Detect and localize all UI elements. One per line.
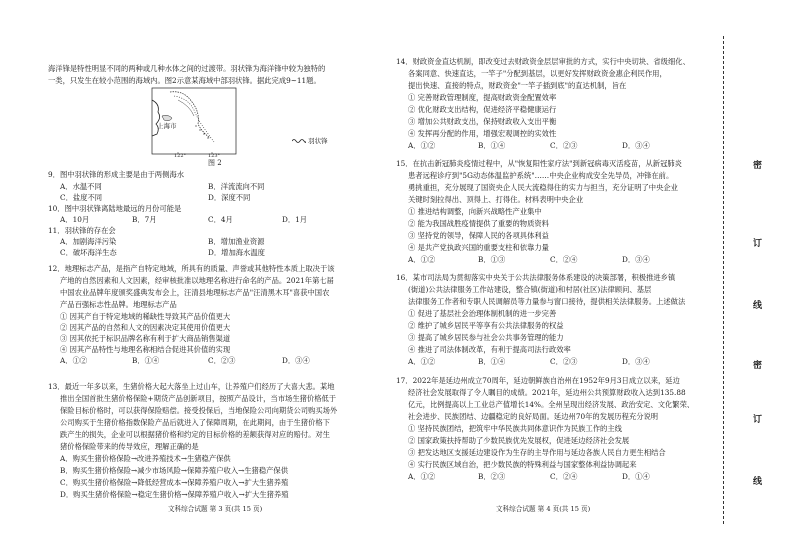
q16-option-d: D．③④	[622, 357, 650, 366]
q11-stem: 11．羽状锋的存在会	[48, 226, 116, 235]
q9-option-c: C．盐度不同	[60, 193, 103, 202]
q15-option-a: A．①②	[408, 255, 436, 264]
q12-line-4: 产品百强标志性品牌。地理标志产品	[60, 300, 177, 309]
q12-line-2: 产地的自然因素和人文因素，经审核批准以地理名称进行命名的产品。2021年第七届	[60, 276, 334, 285]
q10-stem: 10．图中羽状锋离陆地最远的月份可能是	[48, 204, 182, 213]
q15-line-1: 15．在抗击新冠肺炎疫情过程中，从"恢复阳性家疗法"到新冠病毒灭活疫苗，从新冠肺炎	[396, 159, 682, 168]
q17-line-3: 亿元，比例提高以上工业总产值增长14%。全州呈现出经济发展、政治安定、文化繁荣、	[408, 400, 695, 409]
q14-item-3: ③ 增加公共财政支出，保持财政收入支出平衡	[408, 117, 557, 126]
margin-mark-1: 密	[751, 160, 761, 169]
q15-option-d: D．③④	[622, 255, 650, 264]
q14-option-c: C．②③	[550, 141, 578, 150]
front-line-legend-icon	[292, 138, 306, 144]
q16-line-1: 16．某市司法局为贯彻落实中央关于公共法律服务体系建设的决策部署，积极推进乡镇	[396, 273, 676, 282]
margin-mark-6: 线	[751, 476, 761, 485]
q10-option-d: D．1月	[282, 215, 308, 224]
q9-option-b: B．洋流流向不同	[208, 182, 265, 191]
q12-option-c: C．②③	[208, 356, 236, 365]
q17-item-3: ③ 把发达地区支援延边建设作为生存的主导作用与延边各族人民自力更生相结合	[408, 448, 666, 457]
q15-option-b: B．①③	[478, 255, 506, 264]
q17-item-2: ② 国家政策扶持帮助了少数民族优先发展权，促进延边经济社会发展	[408, 436, 630, 445]
q12-line-3: 中国农业品牌年度颁奖盛典发布会上，汪清县地理标志产品"汪清黑木耳"喜获中国农	[60, 288, 330, 297]
margin-mark-3: 线	[751, 300, 761, 309]
seal-line	[723, 36, 724, 524]
q16-item-1: ① 促进了基层社会治理体制机制的进一步完善	[408, 309, 557, 318]
q14-option-a: A．①②	[408, 141, 436, 150]
q15-line-3: 勇挑重担，充分展现了国资央企人民大流稳得住的实力与担当，充分证明了中央企业	[408, 183, 678, 192]
figure-caption: 图 2	[208, 159, 222, 167]
q14-line-2: 各案同意、快速直达，一竿子"分配到基层，以更好发挥财政资金惠企利民作用，	[408, 69, 667, 78]
q12-option-b: B．①④	[132, 356, 160, 365]
q12-item-1: ① 因其产自于特定地域的稀缺性导致其产品价值更大	[60, 312, 231, 321]
q13-line-3: 保险目标价格时，可以获得保险赔偿。接受投保后，当地保险公司向期货公司购买场外	[60, 406, 338, 415]
page-4	[378, 0, 718, 550]
q13-option-a: A．购买生猪价格保险→改进养殖技术→生猪稳产保供	[60, 454, 231, 463]
q15-option-c: C．②④	[550, 255, 578, 264]
longitude-122-label: 122°	[174, 153, 187, 159]
q16-option-a: A．①②	[408, 357, 436, 366]
q13-option-d: D．购买生猪价格保险→稳定生猪价格→保障养殖户收入→扩大生猪养殖	[60, 490, 289, 499]
figure-legend	[292, 136, 328, 145]
q11-option-c: C．破坏海洋生态	[60, 248, 117, 257]
q16-line-3: 法律服务工作者和专职人民调解员等力量参与窗口接待，提供相关法律服务。上述做法	[408, 297, 686, 306]
q14-option-d: D．③④	[622, 141, 650, 150]
q13-option-c: C．购买生猪价格保险→降低经营成本→保障养殖户收入→扩大生猪养殖	[60, 478, 289, 487]
q12-item-4: ④ 因其产品特性与地理名称相结合促进其价值的实现	[60, 345, 231, 354]
margin-mark-5: 订	[751, 414, 761, 423]
binding-margin	[718, 0, 794, 550]
q10-option-c: C．4月	[208, 215, 233, 224]
page-3	[0, 0, 378, 550]
page-3-footer: 文科综合试题 第 3 页(共 15 页)	[168, 505, 263, 513]
q9-option-d: D．深度不同	[208, 193, 251, 202]
q15-item-2: ② 能为我国战胜疫情提供了重要的物质资料	[408, 219, 549, 228]
q17-option-d: D．①④	[622, 472, 650, 481]
q16-option-c: C．②③	[550, 357, 578, 366]
q13-line-4: 公司购买于生猪价格指数保险产品后就进入了保障周期，在此期间，由于生猪价格下	[60, 418, 330, 427]
q11-option-b: B．增加渔业资源	[208, 237, 265, 246]
map-city-label: 上海市	[157, 122, 177, 130]
q13-line-5: 跌产生的损失，企业可以根据猪价格和约定的目标价格的差额获得对应的赔付。对生	[60, 430, 330, 439]
q13-line-1: 13．最近一年多以来，生猪价格大起大落坐上过山车，让养殖户们经历了大喜大悲。某地	[48, 382, 335, 391]
q17-line-2: 经济社会发展取得了令人瞩目的成绩。2021年，延边州公共预算财政收入达到135.88	[408, 388, 686, 397]
q14-item-4: ④ 发挥再分配的作用，增强宏观调控的实效性	[408, 129, 557, 138]
q10-option-b: B．7月	[132, 215, 157, 224]
q15-item-1: ① 推进结构调整，向新兴战略性产业集中	[408, 207, 542, 216]
q12-option-d: D．③④	[282, 356, 310, 365]
q16-line-2: (街道)公共法律服务工作站建设，整合镇(街道)和村居(社区)法律顾问、基层	[408, 285, 652, 294]
q17-option-c: C．②④	[550, 472, 578, 481]
q17-line-1: 17．2022年是延边州成立70周年，延边朝鲜族自治州在1952年9月3日成立以来，延边	[396, 376, 680, 385]
margin-mark-2: 订	[751, 238, 761, 247]
intro-line-2: 一类，只发生在较小范围的海域内。图2示意某海域中部羽状锋。据此完成9~11题。	[48, 76, 321, 85]
q16-item-3: ③ 提高了城乡居民参与社会公共事务管理的能力	[408, 333, 564, 342]
q16-option-b: B．①④	[478, 357, 506, 366]
q11-option-a: A．加剧海洋污染	[60, 237, 117, 246]
q15-line-4: 关键时刻拉得出、顶得上、打得住。材料表明中央企业	[408, 195, 584, 204]
longitude-123-label: 123°	[208, 153, 221, 159]
q14-line-3: 提出快速、直接的特点，财政资金"一竿子插到底"的直达机制，旨在	[408, 81, 627, 90]
q17-line-4: 社会进步、民族团结、边疆稳定的良好局面。延边州70年的发展历程充分说明	[408, 412, 659, 421]
q9-option-a: A．水温不同	[60, 182, 102, 191]
q12-option-a: A．①②	[60, 356, 88, 365]
q15-item-4: ④ 是共产党执政兴国的重要支柱和依靠力量	[408, 243, 549, 252]
q15-line-2: 患者远程诊疗到"5G动态体温监护系统"……中央企业构成安全先导员，冲锋在前。	[408, 171, 674, 180]
q17-option-a: A．①②	[408, 472, 436, 481]
q17-option-b: B．②③	[478, 472, 506, 481]
page-4-footer: 文科综合试题 第 4 页(共 15 页)	[496, 505, 591, 513]
q16-item-4: ④ 推进了司法体制改革，有利于提高司法行政效率	[408, 345, 571, 354]
q14-item-2: ② 优化财政支出结构，促进经济平稳健康运行	[408, 105, 557, 114]
q13-option-b: B．购买生猪价格保险→减少市场风险→保障养殖户收入→生猪稳产保供	[60, 466, 289, 475]
q16-item-2: ② 维护了城乡居民平等享有公共法律服务的权益	[408, 321, 564, 330]
q14-item-1: ① 完善财政管理制度，提高财政资金配置效率	[408, 93, 557, 102]
q11-option-d: D．增加海水温度	[208, 248, 265, 257]
intro-line-1: 海洋锋是特性明显不同的两种或几种水体之间的过渡带。羽状锋为海洋锋中较为独特的	[48, 64, 326, 73]
legend-label: 羽状锋	[308, 137, 328, 145]
q9-stem: 9．图中羽状锋的形成主要是由于两侧海水	[48, 170, 184, 179]
q14-line-1: 14．财政资金直达机制，即改变过去财政资金层层审批的方式，实行中央切块、省级细化、	[396, 57, 690, 66]
q12-item-2: ② 因其产品的自然和人文的因素决定其使用价值更大	[60, 323, 231, 332]
q15-item-3: ③ 坚持党的领导，保障人民的各项具体利益	[408, 231, 549, 240]
q14-option-b: B．①④	[478, 141, 506, 150]
margin-mark-4: 密	[751, 360, 761, 369]
q17-item-4: ④ 实行民族区域自治，把少数民族的特殊利益与国家整体利益协调起来	[408, 460, 637, 469]
q12-item-3: ③ 因其依托于标识品牌名称有利于扩大商品销售渠道	[60, 334, 231, 343]
q13-line-2: 推出全国首批生猪价格保险+期货产品创新项目，按照产品设计，当市场生猪价格低于	[60, 394, 337, 403]
q12-line-1: 12．地理标志产品，是指产自特定地域，所具有的质量、声誉或其他特性本质上取决于该	[48, 264, 335, 273]
q13-line-6: 猪价格保险带来的传导效应，理解正确的是	[60, 442, 199, 451]
q17-item-1: ① 坚持民族团结，把筑牢中华民族共同体意识作为民族工作的主线	[408, 424, 622, 433]
q10-option-a: A．10月	[60, 215, 90, 224]
